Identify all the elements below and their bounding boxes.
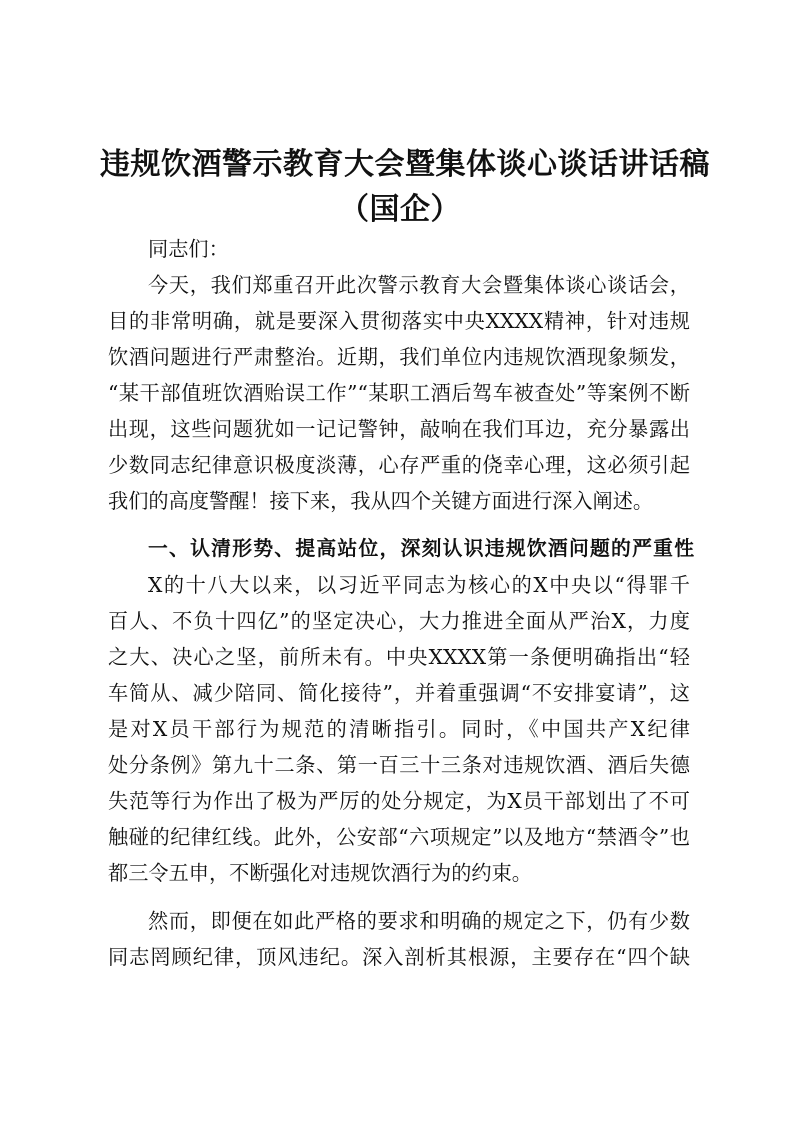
paragraph-line: 出现，这些问题犹如一记记警钟，敲响在我们耳边，充分暴露出 (108, 417, 690, 441)
paragraph-line: 我们的高度警醒！接下来，我从四个关键方面进行深入阐述。 (108, 489, 654, 513)
paragraph-line: 车简从、减少陪同、简化接待”，并着重强调“不安排宴请”，这 (108, 681, 690, 705)
section-heading: 一、认清形势、提高站位，深刻认识违规饮酒问题的严重性 (148, 537, 694, 560)
paragraph-line: 触碰的纪律红线。此外，公安部“六项规定”以及地方“禁酒令”也 (108, 825, 690, 849)
paragraph-line: X的十八大以来，以习近平同志为核心的X中央以“得罪千 (148, 573, 690, 597)
paragraph-line: 之大、决心之坚，前所未有。中央XXXX第一条便明确指出“轻 (108, 645, 690, 669)
paragraph-line: 失范等行为作出了极为严厉的处分规定，为X员干部划出了不可 (108, 789, 690, 813)
paragraph-line: 处分条例》第九十二条、第一百三十三条对违规饮酒、酒后失德 (108, 753, 690, 777)
paragraph-line: “某干部值班饮酒贻误工作”“某职工酒后驾车被查处”等案例不断 (108, 381, 690, 405)
paragraph-line: 百人、不负十四亿”的坚定决心，大力推进全面从严治X，力度 (108, 609, 690, 633)
paragraph-line: 今天，我们郑重召开此次警示教育大会暨集体谈心谈话会， (148, 273, 690, 297)
paragraph-line: 是对X员干部行为规范的清晰指引。同时，《中国共产X纪律 (108, 717, 690, 741)
paragraph-line: 目的非常明确，就是要深入贯彻落实中央XXXX精神，针对违规 (108, 309, 690, 333)
paragraph-line: 都三令五申，不断强化对违规饮酒行为的约束。 (108, 861, 532, 885)
paragraph-line: 然而，即便在如此严格的要求和明确的规定之下，仍有少数 (148, 909, 690, 933)
document-subtitle: （国企） (339, 192, 461, 227)
paragraph-line: 少数同志纪律意识极度淡薄，心存严重的侥幸心理，这必须引起 (108, 453, 690, 477)
paragraph-line: 饮酒问题进行严肃整治。近期，我们单位内违规饮酒现象频发， (108, 345, 690, 369)
salutation: 同志们： (148, 237, 229, 261)
document-title: 违规饮酒警示教育大会暨集体谈心谈话讲话稿 (100, 147, 710, 182)
paragraph-line: 同志罔顾纪律，顶风违纪。深入剖析其根源，主要存在“四个缺 (108, 945, 690, 969)
